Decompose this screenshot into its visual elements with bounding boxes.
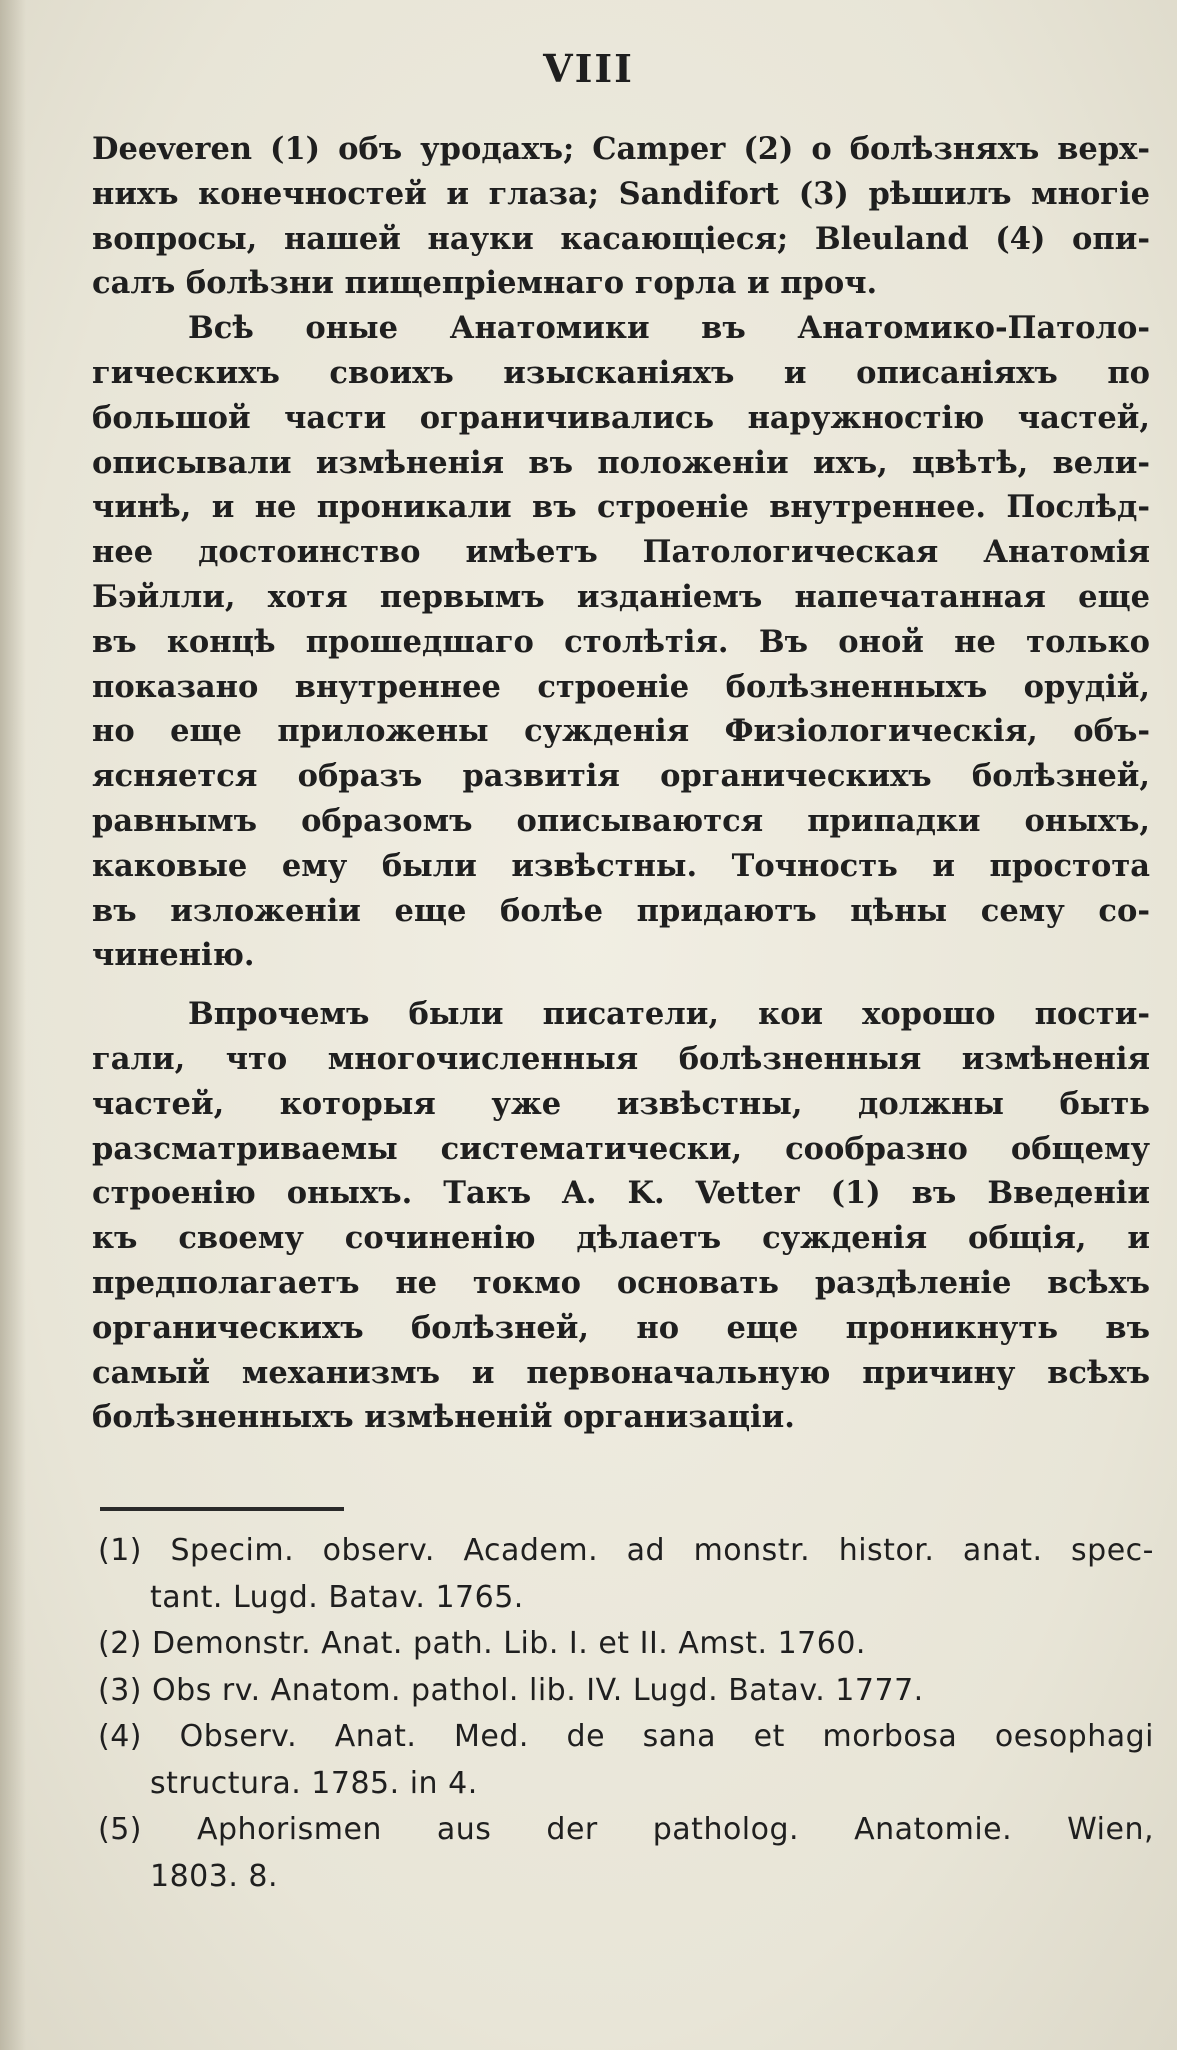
body-line: чинѣ, и не проникали въ строеніе внутреннее. Послѣд- [92,489,1150,526]
body-line: нихъ конечностей и глаза; Sandifort (3) рѣшилъ многіе [92,175,1150,212]
body-line: показано внутреннее строеніе болѣзненныхъ орудій, [92,668,1150,705]
body-line: въ концѣ прошедшаго столѣтія. Въ оной не только [92,623,1150,660]
footnote-line: 1803. 8. [150,1858,279,1894]
footnotes [98,1528,1154,1900]
body-line: въ изложеніи еще болѣе придаютъ цѣны сему со- [92,892,1150,929]
body-line: вопросы, нашей науки касающіеся; Bleuland (4) опи- [92,220,1150,257]
body-line: но еще приложены сужденія Физіологическія, объ- [92,713,1150,750]
body-line: описывали измѣненія въ положеніи ихъ, цвѣтѣ, вели- [92,444,1150,481]
body-line: равнымъ образомъ описываются припадки оныхъ, [92,802,1150,839]
body-line: нее достоинство имѣетъ Патологическая Анатомія [92,534,1150,571]
page-number: VIII [543,46,634,91]
body-line: частей, которыя уже извѣстны, должны быть [92,1085,1150,1122]
footnote-line: structura. 1785. in 4. [150,1765,478,1801]
paragraph-gap [92,978,1150,992]
body-line: каковые ему были извѣстны. Точность и простота [92,847,1150,884]
body-line: органическихъ болѣзней, но еще проникнуть въ [92,1309,1150,1346]
footnote-line: tant. Lugd. Batav. 1765. [150,1579,524,1615]
body-line: гали, что многочисленныя болѣзненныя измѣненія [92,1040,1150,1077]
footnote-rule [100,1507,344,1511]
body-line: разсматриваемы систематически, сообразно общему [92,1130,1150,1167]
footnote-line: (5) Aphorismen aus der patholog. Anatomie. Wien, [98,1812,1154,1847]
body-line: предполагаетъ не токмо основать раздѣленіе всѣхъ [92,1264,1150,1301]
body-line: Впрочемъ были писатели, кои хорошо пости- [188,996,1150,1033]
body-line: большой части ограничивались наружностію частей, [92,399,1150,436]
binding-shadow [0,0,26,2050]
body-line: салъ болѣзни пищепріемнаго горла и проч. [92,265,878,302]
body-line: болѣзненныхъ измѣненій организаціи. [92,1399,795,1436]
body-line: Deeveren (1) объ уродахъ; Camper (2) о болѣзняхъ верх- [92,131,1150,167]
footnote-line: (4) Observ. Anat. Med. de sana et morbosa oesophagi [98,1719,1154,1754]
body-line: Бэйлли, хотя первымъ изданіемъ напечатанная еще [92,578,1150,615]
footnote-line: (1) Specim. observ. Academ. ad monstr. histor. anat. spec- [98,1533,1154,1568]
body-line: гическихъ своихъ изысканіяхъ и описаніяхъ по [92,354,1150,391]
body-line: чиненію. [92,937,255,974]
body-line: къ своему сочиненію дѣлаетъ сужденія общія, и [92,1220,1150,1257]
body-text [92,127,1150,1440]
body-line: ясняется образъ развитія органическихъ болѣзней, [92,758,1150,795]
body-line: самый механизмъ и первоначальную причину всѣхъ [92,1354,1150,1391]
body-line: строенію оныхъ. Такъ A. K. Vetter (1) въ Введеніи [92,1175,1150,1212]
footnote-line: (2) Demonstr. Anat. path. Lib. I. et II. Amst. 1760. [98,1626,866,1661]
footnote-line: (3) Obs rv. Anatom. pathol. lib. IV. Lugd. Batav. 1777. [98,1672,924,1708]
body-line: Всѣ оные Анатомики въ Анатомико-Патолo- [188,310,1150,347]
